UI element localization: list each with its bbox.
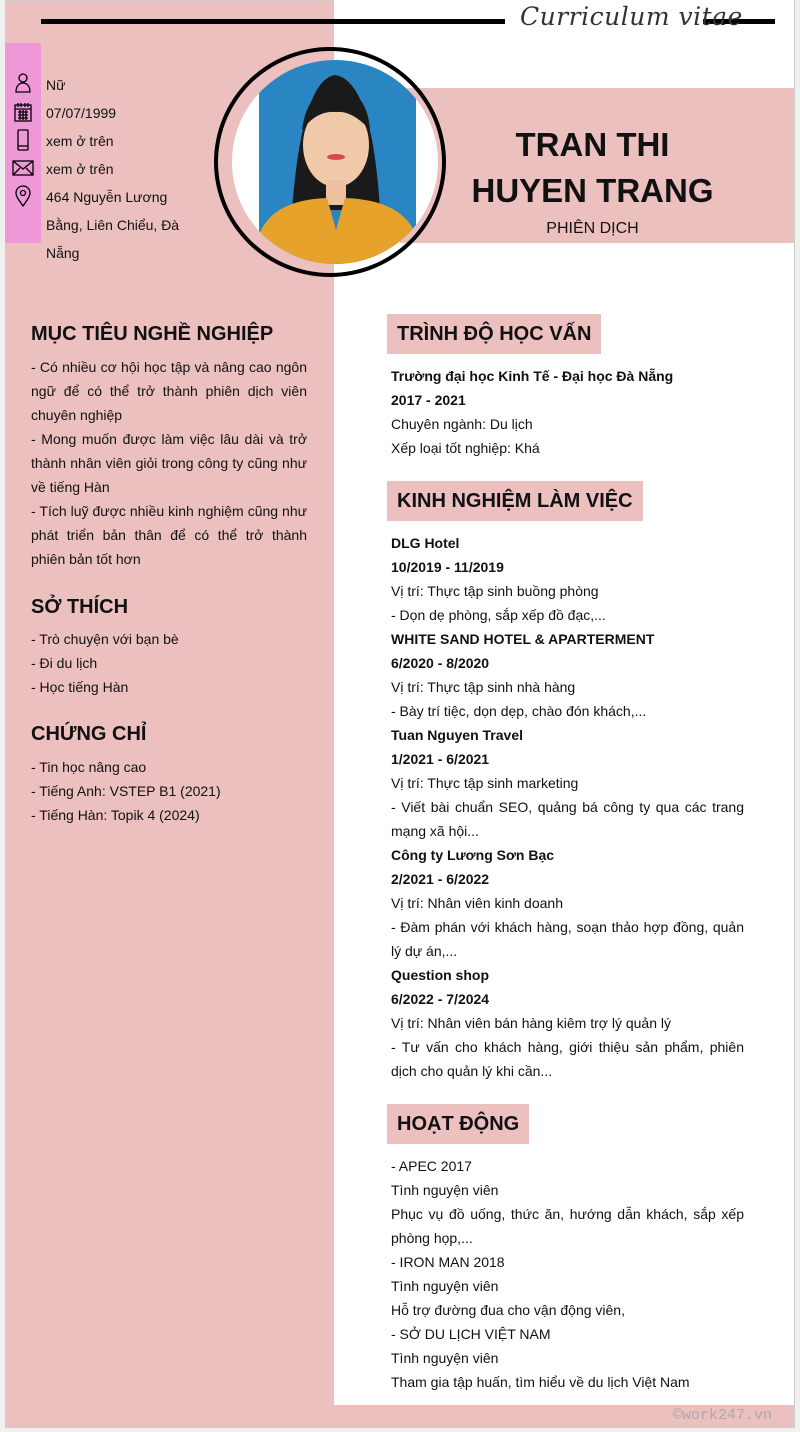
- portrait-image: [232, 60, 438, 264]
- hobbies-list: [31, 627, 307, 699]
- job-company: Question shop: [391, 967, 489, 983]
- calendar-icon: [12, 101, 34, 123]
- phone: xem ở trên: [46, 133, 114, 149]
- job-description: - Dọn dẹ phòng, sắp xếp đồ đạc,...: [391, 607, 606, 623]
- hobbies-heading: SỞ THÍCH: [31, 596, 129, 618]
- gender: Nữ: [46, 77, 66, 93]
- location-icon: [12, 185, 34, 207]
- objective-item: - Mong muốn được làm việc lâu dài và trở thành nhân viên giỏi trong công ty cũng như về tiếng Hàn: [31, 431, 307, 495]
- activity-role: Tình nguyện viên: [391, 1278, 499, 1294]
- certs-heading: CHỨNG CHỈ: [31, 723, 147, 745]
- activity-description: Hỗ trợ đường đua cho vận động viên,: [391, 1302, 625, 1318]
- cert-item: - Tiếng Anh: VSTEP B1 (2021): [31, 783, 221, 799]
- email: xem ở trên: [46, 161, 114, 177]
- mail-icon: [12, 157, 34, 179]
- objective-heading: MỤC TIÊU NGHỀ NGHIỆP: [31, 323, 274, 345]
- user-icon: [12, 72, 34, 94]
- job-description: - Tư vấn cho khách hàng, giới thiệu sản phẩm, phiên dịch cho quản lý khi cần...: [391, 1039, 744, 1079]
- job-period: 1/2021 - 6/2021: [391, 751, 490, 767]
- job-position: Vị trí: Thực tập sinh buồng phòng: [391, 583, 599, 599]
- job-company: Công ty Lương Sơn Bạc: [391, 847, 555, 863]
- objective-item: - Tích luỹ được nhiều kinh nghiệm cũng như phát triển bản thân để có thể trở thành phiên bản tốt hơn: [31, 503, 307, 567]
- hobby-item: - Đi du lịch: [31, 655, 98, 671]
- job-position: Vị trí: Nhân viên kinh doanh: [391, 895, 563, 911]
- job-period: 6/2020 - 8/2020: [391, 655, 490, 671]
- education-grade: Xếp loại tốt nghiệp: Khá: [391, 440, 540, 456]
- job-position: Vị trí: Thực tập sinh nhà hàng: [391, 679, 576, 695]
- certs-list: [31, 755, 307, 827]
- phone-icon: [12, 129, 34, 151]
- profile-photo: [232, 60, 438, 264]
- experience-list: [391, 531, 744, 1083]
- activity-name: - APEC 2017: [391, 1158, 472, 1174]
- activity-name: - IRON MAN 2018: [391, 1254, 505, 1270]
- job-company: Tuan Nguyen Travel: [391, 727, 523, 743]
- job-description: - Đàm phán với khách hàng, soạn thảo hợp đồng, quản lý dự án,...: [391, 919, 744, 959]
- job-position: Vị trí: Nhân viên bán hàng kiêm trợ lý quản lý: [391, 1015, 671, 1031]
- school-name: Trường đại học Kinh Tế - Đại học Đà Nẵng: [391, 368, 674, 384]
- activity-name: - SỞ DU LỊCH VIỆT NAM: [391, 1326, 551, 1342]
- name-line-2: HUYEN TRANG: [471, 172, 714, 209]
- activities-list: [391, 1154, 744, 1394]
- birthday: 07/07/1999: [46, 105, 117, 121]
- job-title: PHIÊN DỊCH: [546, 220, 639, 237]
- objective-item: - Có nhiều cơ hội học tập và nâng cao ngôn ngữ để có thể trở thành phiên dịch viên chuyên nghiệp: [31, 359, 307, 423]
- activity-role: Tình nguyện viên: [391, 1350, 499, 1366]
- job-period: 10/2019 - 11/2019: [391, 559, 504, 575]
- job-description: - Viết bài chuẩn SEO, quảng bá công ty qua các trang mạng xã hội...: [391, 799, 744, 839]
- experience-heading: KINH NGHIỆM LÀM VIỆC: [387, 481, 643, 521]
- education-major: Chuyên ngành: Du lịch: [391, 416, 533, 432]
- activities-heading: HOẠT ĐỘNG: [387, 1104, 529, 1144]
- education-period: 2017 - 2021: [391, 392, 466, 408]
- hobby-item: - Trò chuyện với bạn bè: [31, 631, 179, 647]
- cert-item: - Tiếng Hàn: Topik 4 (2024): [31, 807, 200, 823]
- cv-title: Curriculum vitae: [520, 2, 743, 31]
- education-heading: TRÌNH ĐỘ HỌC VẤN: [387, 314, 601, 354]
- education-block: [391, 364, 744, 460]
- watermark: ©work247.vn: [673, 1407, 773, 1424]
- activity-role: Tình nguyện viên: [391, 1182, 499, 1198]
- job-company: DLG Hotel: [391, 535, 460, 551]
- job-period: 2/2021 - 6/2022: [391, 871, 490, 887]
- name-line-1: TRAN THI: [515, 126, 670, 163]
- objective-list: [31, 355, 307, 571]
- full-name: [420, 122, 765, 214]
- header-rule-left: [41, 19, 505, 24]
- job-position: Vị trí: Thực tập sinh marketing: [391, 775, 579, 791]
- activity-description: Phục vụ đồ uống, thức ăn, hướng dẫn khách, sắp xếp phòng họp,...: [391, 1206, 744, 1246]
- cert-item: - Tin học nâng cao: [31, 759, 147, 775]
- address: 464 Nguyễn Lương Bằng, Liên Chiểu, Đà Nẵng: [46, 189, 180, 261]
- contact-info: [46, 71, 206, 267]
- job-description: - Bày trí tiệc, dọn dẹp, chào đón khách,...: [391, 703, 647, 719]
- job-period: 6/2022 - 7/2024: [391, 991, 490, 1007]
- job-company: WHITE SAND HOTEL & APARTERMENT: [391, 631, 655, 647]
- hobby-item: - Học tiếng Hàn: [31, 679, 129, 695]
- activity-description: Tham gia tập huấn, tìm hiểu về du lịch Việt Nam: [391, 1374, 690, 1390]
